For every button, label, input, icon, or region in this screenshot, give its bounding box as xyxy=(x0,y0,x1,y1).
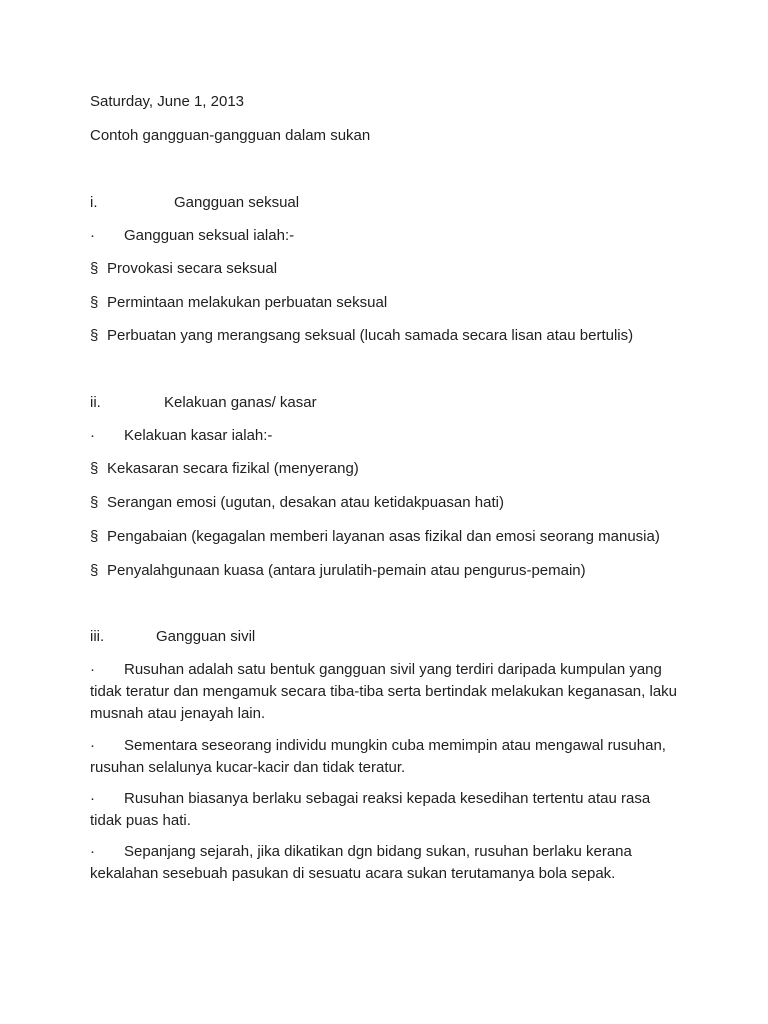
paragraph-text: Rusuhan adalah satu bentuk gangguan sivil yang terdiri daripada kumpulan yang tidak teratur dan mengamuk secara tiba-tiba serta bertindak melakukan keganasan, laku musnah atau jenayah lain. xyxy=(90,661,677,722)
list-item: Pengabaian (kegagalan memberi layanan asas fizikal dan emosi seorang manusia) xyxy=(107,528,660,545)
bullet-dot: · xyxy=(90,790,95,807)
paragraph xyxy=(90,841,680,885)
section-marker: § xyxy=(90,494,99,511)
section-heading: Kelakuan ganas/ kasar xyxy=(164,394,317,411)
list-item: Permintaan melakukan perbuatan seksual xyxy=(107,294,388,311)
paragraph xyxy=(90,788,680,832)
document-title: Contoh gangguan-gangguan dalam sukan xyxy=(90,127,371,144)
section-number: i. xyxy=(90,194,98,211)
section-number: iii. xyxy=(90,628,105,645)
bullet-dot: · xyxy=(90,843,95,860)
section-marker: § xyxy=(90,528,99,545)
section-heading: Gangguan sivil xyxy=(156,628,256,645)
bullet-dot: · xyxy=(90,737,95,754)
post-date: Saturday, June 1, 2013 xyxy=(90,93,244,110)
list-item: Penyalahgunaan kuasa (antara jurulatih-pemain atau pengurus-pemain) xyxy=(107,562,586,579)
section-intro: Gangguan seksual ialah:- xyxy=(124,227,295,244)
bullet-dot: · xyxy=(90,427,95,444)
list-item: Serangan emosi (ugutan, desakan atau ketidakpuasan hati) xyxy=(107,494,504,511)
section-marker: § xyxy=(90,294,99,311)
bullet-dot: · xyxy=(90,227,95,244)
paragraph-text: Rusuhan biasanya berlaku sebagai reaksi kepada kesedihan tertentu atau rasa tidak puas hati. xyxy=(90,790,651,829)
list-item: Provokasi secara seksual xyxy=(107,260,278,277)
paragraph-text: Sementara seseorang individu mungkin cuba memimpin atau mengawal rusuhan, rusuhan selalunya kucar-kacir dan tidak teratur. xyxy=(90,737,666,776)
section-intro: Kelakuan kasar ialah:- xyxy=(124,427,273,444)
section-marker: § xyxy=(90,260,99,277)
bullet-dot: · xyxy=(90,661,95,678)
paragraph xyxy=(90,659,680,725)
section-marker: § xyxy=(90,327,99,344)
paragraph-text: Sepanjang sejarah, jika dikatikan dgn bidang sukan, rusuhan berlaku kerana kekalahan sesebuah pasukan di sesuatu acara sukan terutamanya bola sepak. xyxy=(90,843,632,882)
paragraph xyxy=(90,735,680,779)
section-marker: § xyxy=(90,460,99,477)
section-heading: Gangguan seksual xyxy=(174,194,300,211)
list-item: Kekasaran secara fizikal (menyerang) xyxy=(107,460,359,477)
section-marker: § xyxy=(90,562,99,579)
section-number: ii. xyxy=(90,394,101,411)
list-item: Perbuatan yang merangsang seksual (lucah samada secara lisan atau bertulis) xyxy=(107,327,634,344)
